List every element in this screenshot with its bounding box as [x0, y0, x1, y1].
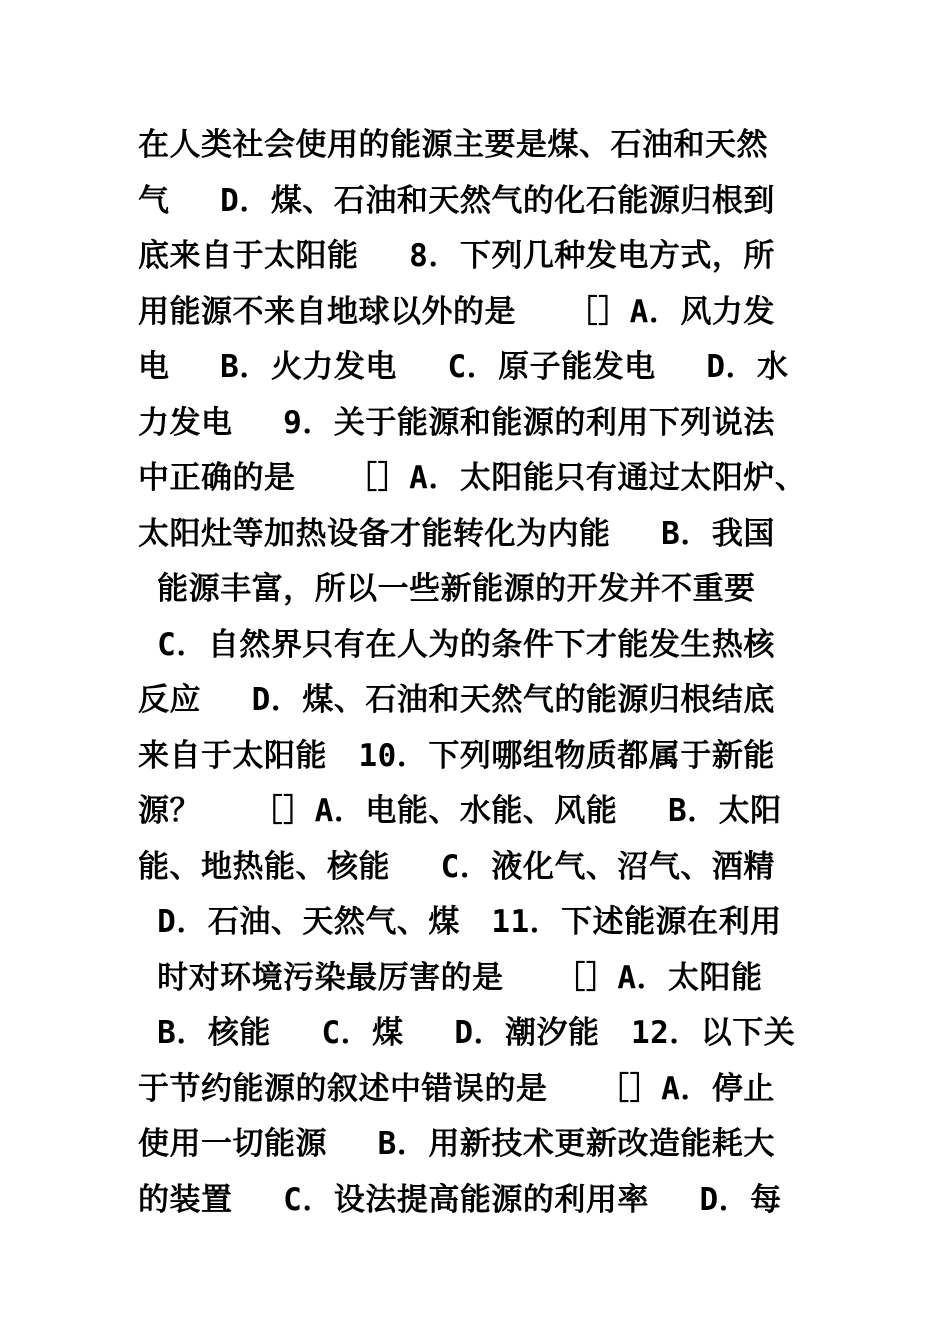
text-line: 在人类社会使用的能源主要是煤、石油和天然 [138, 127, 768, 163]
text-line: 使用一切能源 B．用新技术更新改造能耗大 [138, 1126, 775, 1162]
text-line: 于节约能源的叙述中错误的是 ［］A．停止 [138, 1070, 775, 1107]
question-text-block [138, 118, 838, 1228]
text-line: 中正确的是 ［］A．太阳能只有通过太阳炉、 [138, 460, 807, 496]
text-line: 能、地热能、核能 C．液化气、沼气、酒精 [138, 848, 775, 885]
text-line: 力发电 9．关于能源和能源的利用下列说法 [138, 404, 775, 441]
text-line: D．石油、天然气、煤 11．下述能源在利用 [138, 904, 782, 940]
text-line: 能源丰富，所以一些新能源的开发并不重要 [138, 571, 756, 607]
text-line: 时对环境污染最厉害的是 ［］A．太阳能 [138, 959, 763, 996]
text-line: 太阳灶等加热设备才能转化为内能 B．我国 [138, 515, 775, 552]
text-line: 的装置 C．设法提高能源的利用率 D．每 [138, 1181, 782, 1218]
text-line: B．核能 C．煤 D．潮汐能 12．以下关 [138, 1015, 796, 1051]
text-line: 电 B．火力发电 C．原子能发电 D．水 [138, 349, 789, 385]
text-line: 来自于太阳能 10．下列哪组物质都属于新能 [138, 737, 775, 774]
text-line: 用能源不来自地球以外的是 ［］A．风力发 [138, 293, 775, 330]
text-line: 气 D．煤、石油和天然气的化石能源归根到 [138, 182, 775, 219]
text-line: 反应 D．煤、石油和天然气的能源归根结底 [138, 682, 775, 718]
text-line: C．自然界只有在人为的条件下才能发生热核 [138, 626, 775, 663]
text-line: 源？ ［］A．电能、水能、风能 B．太阳 [138, 793, 782, 829]
text-line: 底来自于太阳能 8．下列几种发电方式，所 [138, 238, 775, 274]
